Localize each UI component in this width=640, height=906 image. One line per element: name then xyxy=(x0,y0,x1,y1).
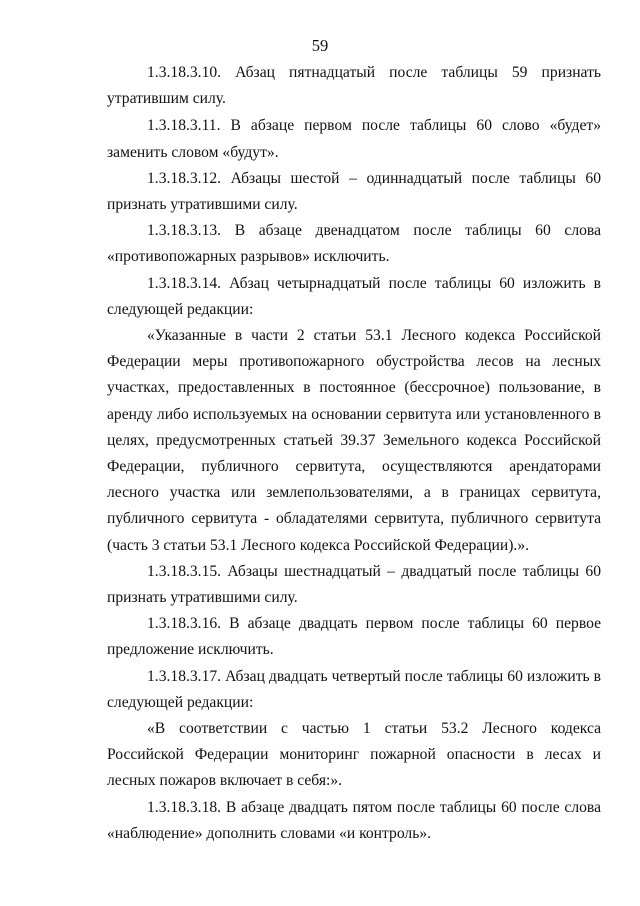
quoted-paragraph-forest-measures: «Указанные в части 2 статьи 53.1 Лесного кодекса Российской Федерации меры противопожарного обустройства лесов на лесных участках, предоставленных в постоянное (бессрочное) пользование, в аренду либо используемых на основании сервитута или установленного в целях, предусмотренных статьей 39.37 Земельного кодекса Российской Федерации, публичного сервитута, осуществляются арендаторами лесного участка или землепользователями, а в границах сервитута, публичного сервитута - обладателями сервитута, публичного сервитута (часть 3 статьи 53.1 Лесного кодекса Российской Федерации).». xyxy=(107,327,601,554)
paragraph-1-3-18-3-17: 1.3.18.3.17. Абзац двадцать четвертый после таблицы 60 изложить в следующей редакции: xyxy=(107,667,601,711)
paragraph-1-3-18-3-10: 1.3.18.3.10. Абзац пятнадцатый после таблицы 59 признать утратившим силу. xyxy=(107,64,601,108)
document-body xyxy=(107,60,601,847)
paragraph-1-3-18-3-12: 1.3.18.3.12. Абзацы шестой – одиннадцатый после таблицы 60 признать утратившими силу. xyxy=(107,169,601,214)
paragraph-1-3-18-3-16: 1.3.18.3.16. В абзаце двадцать первом после таблицы 60 первое предложение исключить. xyxy=(107,615,601,659)
paragraph-1-3-18-3-14: 1.3.18.3.14. Абзац четырнадцатый после таблицы 60 изложить в следующей редакции: xyxy=(107,274,601,318)
paragraph-1-3-18-3-18: 1.3.18.3.18. В абзаце двадцать пятом после таблицы 60 после слова «наблюдение» дополнить словами «и контроль». xyxy=(107,798,601,842)
paragraph-1-3-18-3-15: 1.3.18.3.15. Абзацы шестнадцатый – двадцатый после таблицы 60 признать утратившими силу. xyxy=(107,562,601,607)
paragraph-1-3-18-3-13: 1.3.18.3.13. В абзаце двенадцатом после таблицы 60 слова «противопожарных разрывов» исключить. xyxy=(107,222,601,266)
paragraph-1-3-18-3-11: 1.3.18.3.11. В абзаце первом после таблицы 60 слово «будет» заменить словом «будут». xyxy=(107,117,601,161)
quoted-paragraph-fire-monitoring: «В соответствии с частью 1 статьи 53.2 Лесного кодекса Российской Федерации мониторинг пожарной опасности в лесах и лесных пожаров включает в себя:». xyxy=(107,720,601,790)
page-number: 59 xyxy=(311,36,329,55)
